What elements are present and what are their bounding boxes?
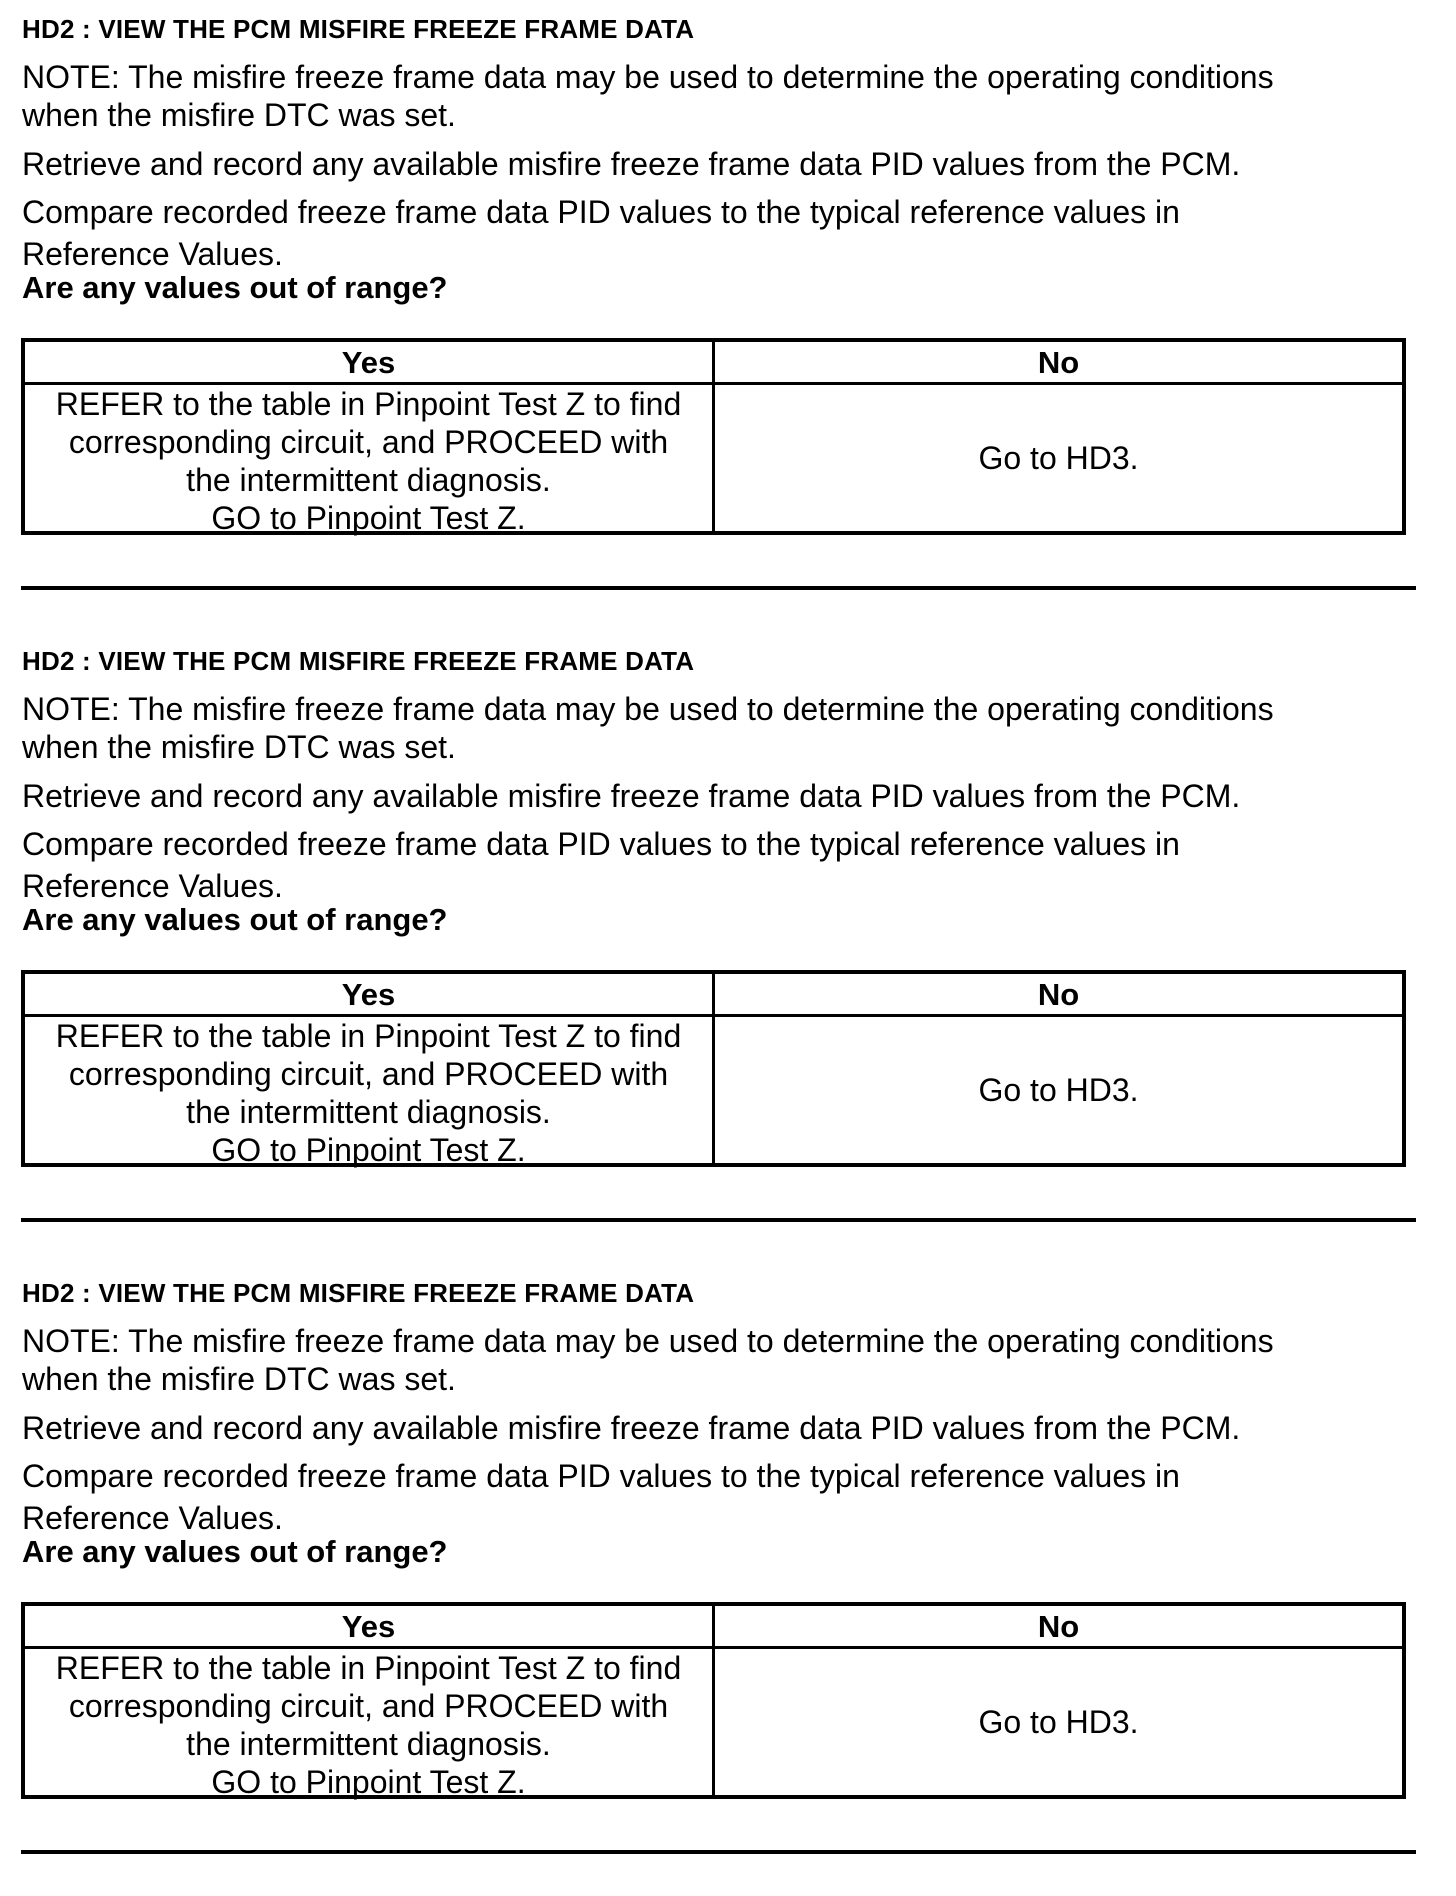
section-divider (21, 1850, 1416, 1854)
step-heading: HD2 : VIEW THE PCM MISFIRE FREEZE FRAME DATA (22, 646, 695, 676)
retrieve-instruction: Retrieve and record any available misfire freeze frame data PID values from the PCM. (22, 1410, 1241, 1446)
no-header: No (1037, 1609, 1080, 1644)
compare-instruction (22, 193, 1180, 273)
no-text: Go to HD3. (978, 439, 1139, 476)
question-text: Are any values out of range? (22, 270, 448, 305)
yes-line: corresponding circuit, and PROCEED with (68, 424, 669, 460)
diagnostic-step-2 (0, 632, 1456, 1264)
note-line: when the misfire DTC was set. (22, 97, 456, 133)
no-cell (715, 385, 1402, 531)
note-line: NOTE: The misfire freeze frame data may be used to determine the operating conditions (22, 691, 1274, 727)
yes-line: GO to Pinpoint Test Z. (211, 1132, 526, 1168)
compare-line: Reference Values. (22, 868, 283, 904)
yes-line: corresponding circuit, and PROCEED with (68, 1056, 669, 1092)
section-divider (21, 1218, 1416, 1222)
diagnostic-step-1 (0, 0, 1456, 632)
answer-table (21, 338, 1406, 535)
compare-instruction (22, 825, 1180, 905)
answer-table (21, 1602, 1406, 1799)
compare-line: Compare recorded freeze frame data PID values to the typical reference values in (22, 826, 1180, 862)
compare-line: Compare recorded freeze frame data PID values to the typical reference values in (22, 1458, 1180, 1494)
answer-table (21, 970, 1406, 1167)
yes-line: the intermittent diagnosis. (186, 1726, 551, 1762)
note-paragraph (22, 58, 1274, 134)
note-line: when the misfire DTC was set. (22, 729, 456, 765)
step-heading: HD2 : VIEW THE PCM MISFIRE FREEZE FRAME DATA (22, 1278, 695, 1308)
compare-line: Reference Values. (22, 1500, 283, 1536)
no-text: Go to HD3. (978, 1703, 1139, 1740)
compare-line: Compare recorded freeze frame data PID values to the typical reference values in (22, 194, 1180, 230)
note-line: when the misfire DTC was set. (22, 1361, 456, 1397)
yes-header: Yes (341, 1609, 396, 1644)
no-cell (715, 1649, 1402, 1795)
no-header: No (1037, 345, 1080, 380)
yes-cell (25, 385, 712, 536)
section-divider (21, 586, 1416, 590)
yes-cell (25, 1017, 712, 1168)
yes-header: Yes (341, 345, 396, 380)
note-line: NOTE: The misfire freeze frame data may be used to determine the operating conditions (22, 59, 1274, 95)
yes-header: Yes (341, 977, 396, 1012)
yes-cell (25, 1649, 712, 1800)
no-header: No (1037, 977, 1080, 1012)
question-text: Are any values out of range? (22, 1534, 448, 1569)
step-heading: HD2 : VIEW THE PCM MISFIRE FREEZE FRAME DATA (22, 14, 695, 44)
yes-line: GO to Pinpoint Test Z. (211, 500, 526, 536)
note-line: NOTE: The misfire freeze frame data may be used to determine the operating conditions (22, 1323, 1274, 1359)
no-cell (715, 1017, 1402, 1163)
yes-line: the intermittent diagnosis. (186, 1094, 551, 1130)
note-paragraph (22, 1322, 1274, 1398)
yes-line: REFER to the table in Pinpoint Test Z to find (55, 1650, 682, 1686)
diagnostic-step-3 (0, 1264, 1456, 1896)
compare-instruction (22, 1457, 1180, 1537)
question-text: Are any values out of range? (22, 902, 448, 937)
retrieve-instruction: Retrieve and record any available misfire freeze frame data PID values from the PCM. (22, 778, 1241, 814)
note-paragraph (22, 690, 1274, 766)
yes-line: corresponding circuit, and PROCEED with (68, 1688, 669, 1724)
yes-line: GO to Pinpoint Test Z. (211, 1764, 526, 1800)
yes-line: REFER to the table in Pinpoint Test Z to find (55, 1018, 682, 1054)
yes-line: REFER to the table in Pinpoint Test Z to find (55, 386, 682, 422)
retrieve-instruction: Retrieve and record any available misfire freeze frame data PID values from the PCM. (22, 146, 1241, 182)
yes-line: the intermittent diagnosis. (186, 462, 551, 498)
no-text: Go to HD3. (978, 1071, 1139, 1108)
compare-line: Reference Values. (22, 236, 283, 272)
